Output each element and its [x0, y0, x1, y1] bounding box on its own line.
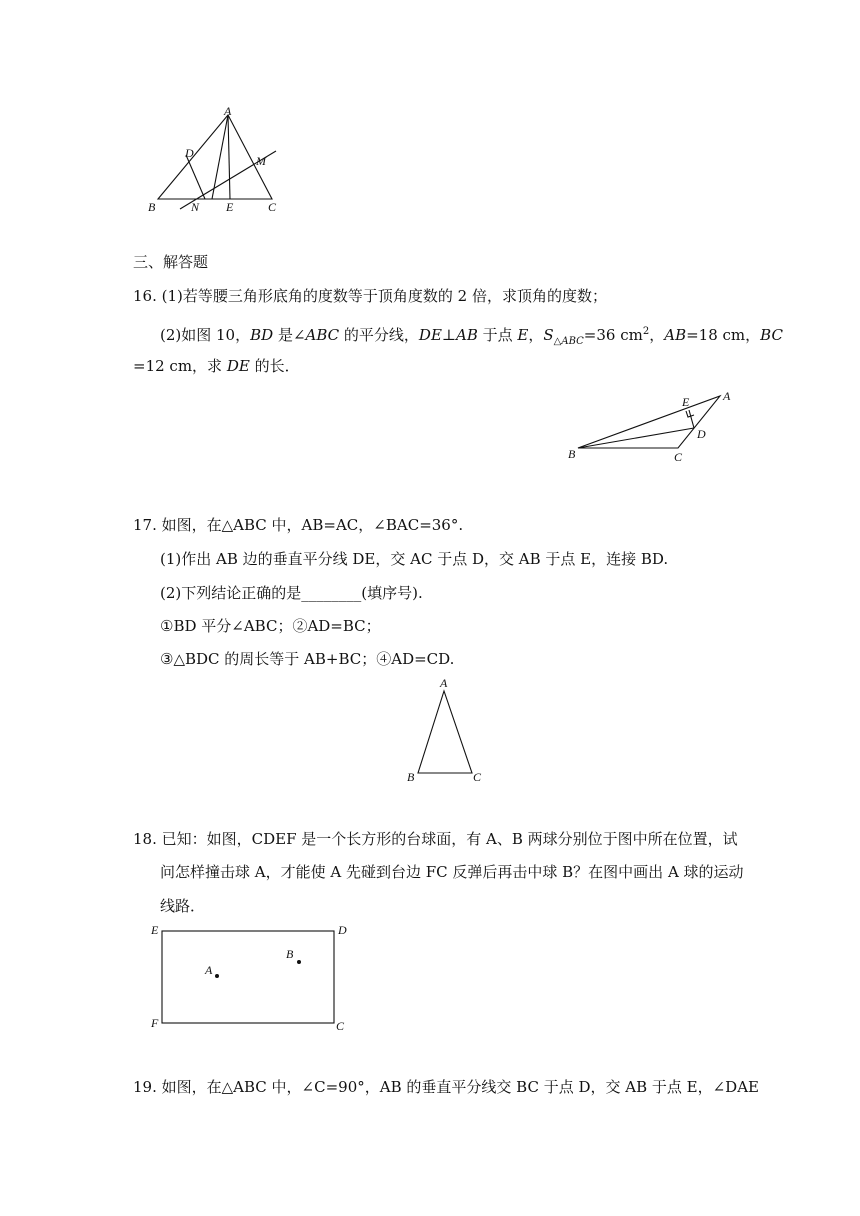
- label-d-q18: D: [338, 923, 347, 937]
- section-heading: 三、解答题: [133, 253, 209, 271]
- segment-ae: [228, 115, 230, 199]
- label-d-q16: D: [697, 427, 706, 441]
- q16-line3: =12 cm，求 DE 的长．: [133, 357, 300, 375]
- rectangle-cdef: [162, 931, 334, 1023]
- q16-line2: (2)如图 10，BD 是∠ABC 的平分线，DE⊥AB 于点 E，$S_{\triangle ABC}=36$ $cm^2$，AB=18 cm，BC: [160, 326, 783, 347]
- label-b: B: [148, 200, 156, 214]
- q18-line1: 18. 已知：如图，CDEF 是一个长方形的台球面，有 A、B 两球分别位于图中所在位置，试: [133, 830, 738, 848]
- segment-dn: [186, 155, 205, 199]
- segment-an: [212, 115, 228, 199]
- q17-line1: 17. 如图，在△ABC 中，AB=AC，∠BAC=36°.: [133, 516, 464, 534]
- isosceles-triangle: [418, 691, 472, 773]
- label-c-q18: C: [336, 1019, 345, 1033]
- ball-a: [215, 974, 219, 978]
- figure-q16: [562, 386, 742, 466]
- q17-line3: (2)下列结论正确的是________(填序号).: [160, 584, 423, 602]
- figure-q18-billiard-table: [148, 920, 358, 1035]
- q16-number: 16.: [133, 287, 157, 305]
- label-f-q18: F: [151, 1016, 159, 1030]
- q17-line5: ③△BDC 的周长等于 AB+BC；④AD=CD.: [160, 650, 455, 668]
- q18-line3: 线路．: [160, 897, 206, 915]
- label-a-q16: A: [723, 389, 731, 403]
- segment-de: [689, 410, 694, 428]
- label-e-q16: E: [682, 395, 690, 409]
- q18-line2: 问怎样撞击球 A，才能使 A 先碰到台边 FC 反弹后再击中球 B？在图中画出 A 球的运动: [160, 863, 744, 881]
- triangle-abc: [158, 115, 272, 199]
- q16-line1: [133, 286, 607, 306]
- q17-line4: ①BD 平分∠ABC；②AD=BC；: [160, 617, 381, 635]
- q17-number: 17.: [133, 516, 157, 534]
- q19-line1: 19. 如图，在△ABC 中，∠C=90°，AB 的垂直平分线交 BC 于点 D，交 AB 于点 E，∠DAE: [133, 1078, 759, 1096]
- label-e: E: [226, 200, 234, 214]
- label-b-q16: B: [568, 447, 576, 461]
- segment-bd: [578, 428, 694, 448]
- label-b-q18: B: [286, 947, 294, 961]
- figure-q17: [400, 675, 500, 787]
- label-a-q18: A: [205, 963, 213, 977]
- label-a: A: [224, 105, 232, 118]
- label-c: C: [268, 200, 277, 214]
- label-c-q16: C: [674, 450, 683, 464]
- label-c-q17: C: [473, 770, 482, 784]
- label-n: N: [191, 200, 200, 214]
- ball-b: [297, 960, 301, 964]
- label-e-q18: E: [151, 923, 159, 937]
- q17-line2: (1)作出 AB 边的垂直平分线 DE，交 AC 于点 D，交 AB 于点 E，连接 BD.: [160, 550, 669, 568]
- label-b-q17: B: [407, 770, 415, 784]
- q18-number: 18.: [133, 830, 157, 848]
- q16-part1: (1)若等腰三角形底角的度数等于顶角度数的 2 倍，求顶角的度数；: [161, 287, 607, 305]
- label-a-q17: A: [440, 676, 448, 690]
- q19-number: 19.: [133, 1078, 157, 1096]
- label-d: D: [185, 146, 194, 160]
- label-m: M: [256, 154, 266, 168]
- figure-triangle-abc-top: [140, 105, 290, 217]
